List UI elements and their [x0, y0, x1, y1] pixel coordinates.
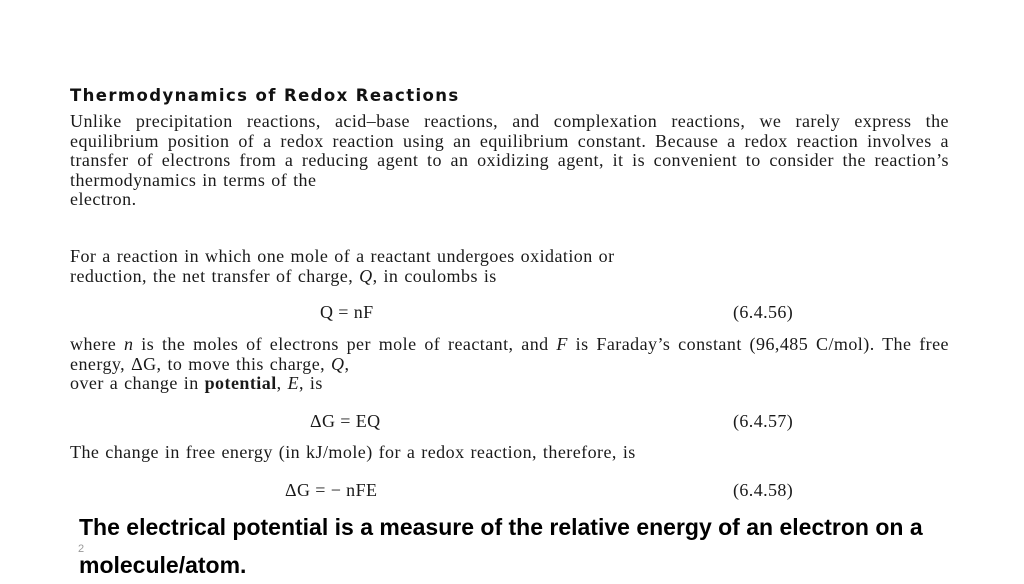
- equation-number: (6.4.56): [733, 302, 794, 322]
- text-span: , in coulombs is: [372, 265, 497, 286]
- text-span: reduction, the net transfer of charge,: [70, 265, 360, 286]
- text-span: ,: [344, 353, 350, 374]
- variable-q: Q: [331, 353, 345, 374]
- paragraph-intro: [70, 112, 949, 210]
- equation-number: (6.4.58): [733, 480, 794, 500]
- page-number: 2: [78, 543, 85, 555]
- term-potential: potential: [204, 373, 277, 394]
- paragraph-charge-body: For a reaction in which one mole of a reactant undergoes oxidation or: [70, 246, 615, 266]
- variable-f: F: [556, 334, 568, 354]
- section-heading: Thermodynamics of Redox Reactions: [70, 86, 460, 105]
- caption-text: The electrical potential is a measure of the relative energy of an electron on a molecule/atom.: [79, 514, 923, 578]
- variable-e: E: [287, 373, 300, 394]
- variable-q: Q: [359, 265, 373, 286]
- text-span: ,: [276, 373, 288, 394]
- paragraph-intro-last-line: electron.: [70, 189, 137, 210]
- paragraph-free-energy-last-line: [70, 374, 949, 394]
- paragraph-charge-last-line: [70, 267, 949, 287]
- variable-n: n: [124, 334, 134, 354]
- text-span: where: [70, 334, 125, 354]
- paragraph-change: The change in free energy (in kJ/mole) for a redox reaction, therefore, is: [70, 442, 636, 462]
- text-span: is the moles of electrons per mole of reactant, and: [133, 334, 557, 354]
- equation-redox: ΔG = − nFE: [285, 480, 378, 500]
- text-span: is Faraday’s constant (96,485 C/mol). The free energy, ΔG, to move this charge,: [70, 334, 949, 374]
- equation-number: (6.4.57): [733, 411, 794, 431]
- paragraph-charge: [70, 247, 949, 286]
- paragraph-intro-body: Unlike precipitation reactions, acid–base reactions, and complexation reactions, we rarely express the equilibrium position of a redox reaction using an equilibrium constant. Because a redox reaction involves a transfer of electrons from a reducing agent to an oxidizing agent, it is convenient to consider the reaction’s thermodynamics in terms of the: [70, 111, 949, 190]
- text-span: , is: [299, 373, 323, 394]
- equation-charge: Q = nF: [320, 302, 374, 322]
- equation-free-energy: ΔG = EQ: [310, 411, 381, 431]
- paragraph-free-energy: [70, 335, 949, 394]
- text-span: over a change in: [70, 373, 205, 394]
